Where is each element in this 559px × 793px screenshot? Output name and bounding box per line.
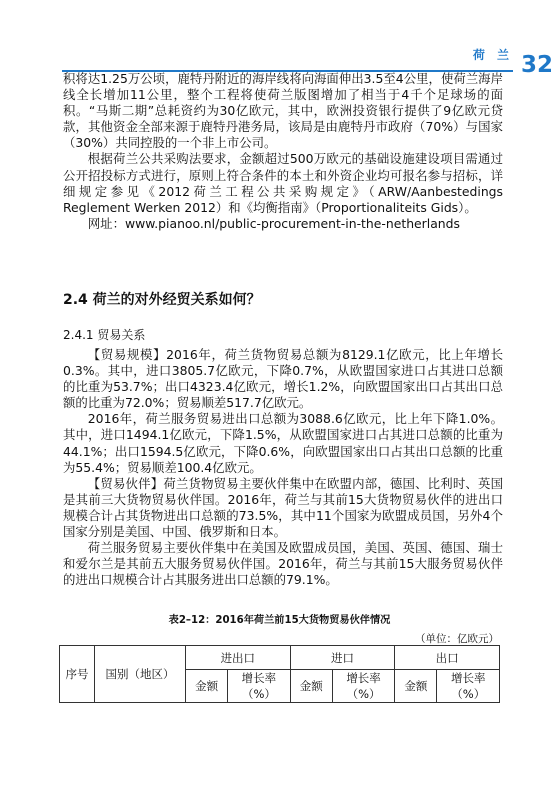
- header-growth: [437, 670, 500, 703]
- paragraph: 2016年，荷兰服务贸易进出口总额为3088.6亿欧元，比上年下降1.0%。其中，进口1494.1亿欧元，下降1.5%，从欧盟国家进口占其进口总额的比重为44.1%；出口1594.5亿欧元，下降0.6%，向欧盟国家出口占其出口总额的比重为55.4%；贸易顺差100.4亿欧元。: [63, 411, 503, 475]
- growth-unit: （%）: [451, 687, 486, 701]
- table-unit: （单位：亿欧元）: [415, 633, 499, 645]
- header-amount: 金额: [290, 670, 332, 703]
- table-title: 表2–12：2016年荷兰前15大货物贸易伙伴情况: [168, 615, 391, 626]
- header-group-total: 进出口: [186, 646, 291, 670]
- growth-label: 增长率: [450, 671, 486, 685]
- paragraph: 【贸易伙伴】荷兰货物贸易主要伙伴集中在欧盟内部，德国、比利时、英国是其前三大货物贸易伙伴国。2016年，荷兰与其前15大货物贸易伙伴的进出口规模合计占其货物进出口总额的73.5%，其中11个国家为欧盟成员国，另外4个国家分别是美国、中国、俄罗斯和日本。: [63, 475, 503, 540]
- header-seq: 序号: [60, 646, 95, 703]
- growth-label: 增长率: [241, 671, 277, 685]
- growth-label: 增长率: [346, 671, 381, 685]
- header-group-export: 出口: [395, 646, 500, 670]
- paragraph: 积将达1.25万公顷，鹿特丹附近的海岸线将向海面伸出3.5至4公里，使荷兰海岸线全长增加11公里，整个工程将使荷兰版图增加了相当于4千个足球场的面积。“马斯二期”总耗资约为30亿欧元，其中，欧洲投资银行提供了9亿欧元贷款，其他资金全部来源于鹿特丹港务局，该局是由鹿特丹市政府（70%）与国家（30%）共同控股的一个非上市公司。: [63, 71, 503, 151]
- header-growth: [228, 670, 290, 703]
- paragraph: 荷兰服务贸易主要伙伴集中在美国及欧盟成员国，美国、英国、德国、瑞士和爱尔兰是其前五大服务贸易伙伴国。2016年，荷兰与其前15大服务贸易伙伴的进出口规模合计占其服务进出口总额的79.1%。: [63, 540, 503, 588]
- section-title: 2.4 荷兰的对外经贸关系如何？: [63, 292, 261, 308]
- header-group-import: 进口: [290, 646, 395, 670]
- growth-unit: （%）: [346, 687, 381, 701]
- growth-unit: （%）: [241, 687, 276, 701]
- section-tag: 荷 兰: [472, 48, 513, 62]
- page-number: 32: [520, 52, 553, 78]
- table-header-row: [60, 646, 500, 670]
- header-country: 国别（地区）: [95, 646, 186, 703]
- header-amount: 金额: [186, 670, 228, 703]
- url-line: 网址：www.pianoo.nl/public-procurement-in-the-netherlands: [87, 215, 460, 231]
- intro-text: [63, 71, 503, 232]
- partner-table: [59, 645, 500, 703]
- subsection-title: 2.4.1 贸易关系: [63, 328, 146, 342]
- header-amount: 金额: [395, 670, 437, 703]
- paragraph: 【贸易规模】2016年，荷兰货物贸易总额为8129.1亿欧元，比上年增长0.3%。其中，进口3805.7亿欧元，下降0.7%，从欧盟国家进口占其进口总额的比重为53.7%；出口4323.4亿欧元，增长1.2%，向欧盟国家出口占其出口总额的比重为72.0%；贸易顺差517.7亿欧元。: [63, 347, 503, 411]
- header-growth: [332, 670, 394, 703]
- paragraph: 根据荷兰公共采购法要求，金额超过500万欧元的基础设施建设项目需通过公开招投标方式进行，原则上符合条件的本土和外资企业均可报名参与招标，详细规定参见《2012荷兰工程公共采购规定》（ARW/Aanbestedings Reglement Werken 2012）和《均衡指南》（Proportionaliteits Gids）。: [63, 151, 503, 215]
- trade-text: [63, 347, 503, 588]
